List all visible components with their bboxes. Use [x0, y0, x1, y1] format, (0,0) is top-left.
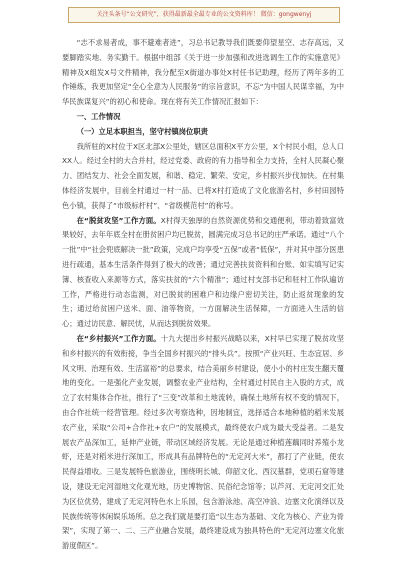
header-banner: 关注头条号“公文研究”，获得最新最全最专业的公文资料库！ 微信：gongwenyj — [68, 7, 340, 23]
rural-revitalization-lead: 在“乡村振兴”工作方面。 — [76, 333, 161, 343]
rural-revitalization-text: 十九大提出乡村振兴战略以来，X村早已实现了脱贫攻坚和乡村振兴的有效衔接，争当全国乡村振兴的“排头兵”。按照“产业兴旺、生态宜居、乡风文明、治理有效、生活富裕”的总要求，结合美丽乡村建设，使小小的村庄发生翻天覆地的变化。一是强化产业发展，调整农业产业结构，全村通过村民自主入股的方式，成立了农村集体合作社，推行了“三变”改革和土地流转，确保土地所有权不变的情况下，由合作社统一经营管理。经过多次考察选种，因地制宜，选择适合本地种植的稻米发展农产业，采取“公司+合作社+农户”的发展模式，最终使农户成为最大受益者。二是发展农产品深加工，延伸产业链，带动区域经济发展。无论是通过种植莲藕同时养殖小龙虾，还是对稻米进行深加工，形成具有品牌特色的“无定河大米”，都打了产业链，使农民得益增收。三是发展特色旅游业，围绕明长城、仰韶文化、西汉墓群，党项石窟等建设，建设无定河湿地文化观光地，历史博物馆、民俗纪念馆等；以芦河、无定河交汇处为区位优势，建成了无定河特色水上乐园，包含游泳池、高空冲浪、边塞文化演绎以及民族传统等休闲娱乐场所。总之我们就是要打造“以生态为基础、文化为核心、产业为骨架”，实现了第一、二、三产业融合发展，最终建设成为独具特色的“无定河边塞文化旅游度假区”。 — [62, 333, 345, 551]
poverty-alleviation-paragraph — [62, 214, 344, 332]
intro-paragraph: “志不求易者成，事不避难者进”，习总书记教导我们既要仰望星空、志存高远，又要脚踏实地、务实勤干。根据中组部《关于进一步加强和改进选调生工作的实施意见》精神及X组发X号文件精神，我分配至X街道办事处X村任书记助理，经历了两年多的工作锤炼，我更加坚定“全心全意为人民服务”的宗旨意识，不忘“为中国人民谋幸福，为中华民族谋复兴”的初心和使命。现在将有关工作情况汇报如下： — [62, 38, 344, 107]
poverty-alleviation-lead: 在“脱贫攻坚”工作方面。 — [76, 215, 161, 225]
section-heading: 一、工作情况 — [76, 111, 121, 121]
rural-revitalization-paragraph — [62, 332, 344, 554]
village-overview-paragraph: 我所驻的X村位于X区北部X公里处，辖区总面积X平方公里，X个村民小组，总人口XX人。经过全村的大合并村，经过党委、政府的有力指导和全力支持，全村人民凝心聚力、团结发力、社会全面发展，和谐、稳定、繁荣、安定，乡村振兴步伐加快。在村集体经济发展中，目前全村通过一村一品、已将X村打造成了文化旅游名村，乡村田园特色小镇，获得了“市级标杆村”、“省级模范村”的称号。 — [62, 141, 344, 210]
subsection-heading: （一）立足本职担当，坚守村镇岗位职责 — [76, 126, 208, 136]
document-body — [62, 36, 344, 554]
poverty-alleviation-text: X村得天独厚的自然资源优势和交通便利，带动着致富效果较好，去年年底全村在册贫困户均已脱贫，圆满完成习总书记的庄严承诺。通过“八个一批”中“社会兜底解决一批”政策，完成户均享受“五保”或者“低保”，并对其中部分医患进行疏通，基本生活条件得到了极大的改善；通过完善扶贫资料和台账、如实填写记实簿、核查收入来源等方式，落实扶贫的“六个精准”；通过村支部书记和驻村工作队遍访工作，严格进行动态监测，对已脱贫的困难户和边缘户密切关注，防止返贫现象的发生；通过给贫困户送米、面、油等物资，一方面解决生活保障，一方面进入生活的信心；通过访民意、解民忧，从而达到脱贫效果。 — [62, 215, 345, 329]
